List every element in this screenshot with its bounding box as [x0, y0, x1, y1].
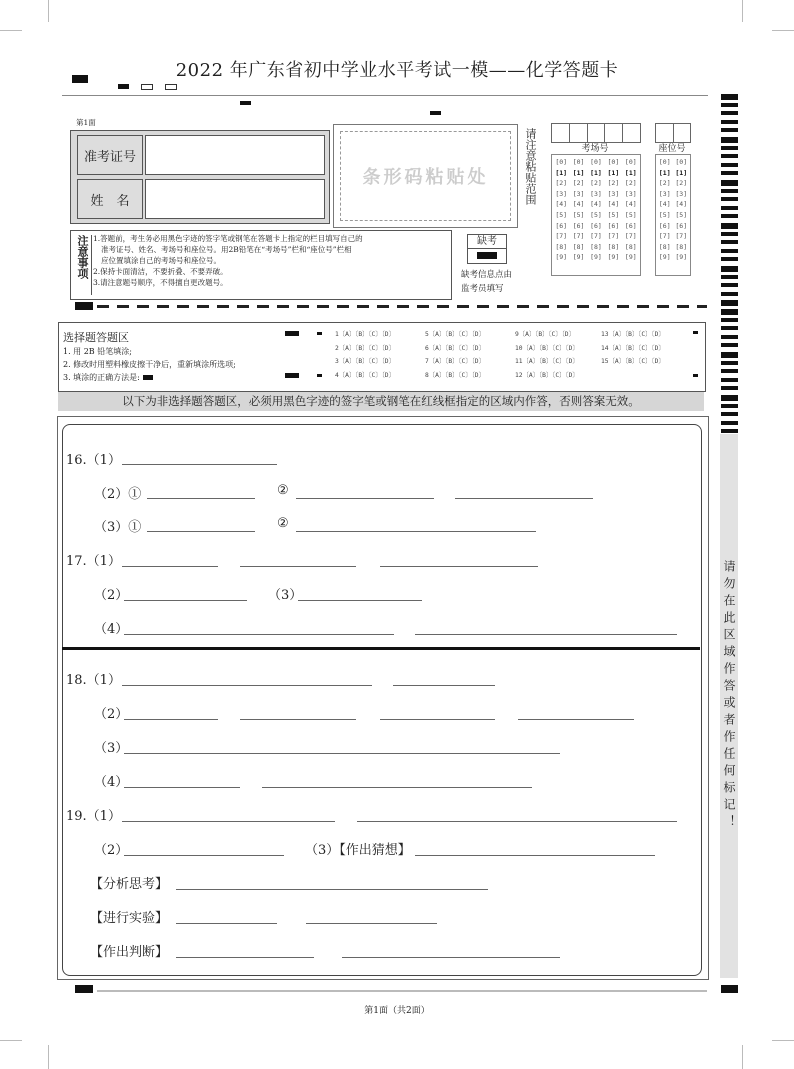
digit-bubble[interactable]: [1]	[555, 168, 568, 177]
room-number-label: 考场号	[581, 144, 609, 154]
positioning-mark	[75, 302, 93, 310]
choice-item[interactable]: 13〔A〕〔B〕〔C〕〔D〕	[601, 331, 665, 338]
answer-line[interactable]	[380, 566, 538, 567]
timing-mark	[721, 189, 738, 193]
positioning-mark	[75, 985, 93, 993]
choice-rule: 2. 修改时用塑料橡皮擦干净后，重新填涂所选项;	[63, 360, 236, 369]
q17-4-label: （4）	[94, 622, 129, 637]
answer-line[interactable]	[176, 923, 277, 924]
digit-bubble[interactable]: [7]	[555, 232, 568, 241]
seat-number-grid	[655, 123, 689, 271]
timing-mark	[721, 309, 738, 315]
digit-bubble[interactable]: [2]	[590, 179, 602, 188]
answer-line[interactable]	[415, 634, 677, 635]
timing-mark	[721, 352, 738, 358]
answer-area	[62, 424, 702, 976]
digit-bubble[interactable]: [6]	[624, 221, 637, 230]
side-warning-text: 请勿在此区域作答或者作任何标记！	[722, 560, 736, 832]
footer-rule	[97, 990, 707, 992]
digit-bubble[interactable]: [4]	[555, 200, 568, 209]
digit-bubble[interactable]: [7]	[675, 232, 688, 241]
positioning-mark	[430, 111, 441, 115]
digit-bubble[interactable]: [9]	[624, 253, 637, 262]
seat-number-write-boxes[interactable]	[655, 123, 691, 143]
digit-bubble[interactable]: [2]	[572, 179, 585, 188]
digit-bubble[interactable]: [4]	[658, 200, 671, 209]
positioning-mark	[317, 374, 322, 377]
digit-bubble[interactable]: [6]	[658, 221, 671, 230]
answer-line[interactable]	[124, 600, 247, 601]
timing-mark	[721, 429, 738, 433]
timing-mark	[721, 171, 738, 175]
positioning-mark	[141, 84, 153, 90]
q16-2b-label: ②	[277, 483, 289, 498]
digit-bubble[interactable]: [3]	[555, 189, 568, 198]
digit-bubble[interactable]: [7]	[658, 232, 671, 241]
crop-mark	[742, 1045, 743, 1069]
digit-column[interactable]	[588, 157, 604, 263]
digit-bubble[interactable]: [1]	[675, 168, 688, 177]
barcode-side-note: 请注意粘贴范围	[524, 128, 537, 205]
answer-line[interactable]	[124, 855, 284, 856]
positioning-mark	[165, 84, 177, 90]
digit-bubble[interactable]: [9]	[675, 253, 688, 262]
q19-2-label: （2）	[94, 843, 129, 858]
crop-mark	[742, 0, 743, 22]
answer-line[interactable]	[124, 753, 560, 754]
answer-line[interactable]	[296, 498, 434, 499]
timing-mark	[721, 386, 738, 390]
timing-mark	[721, 120, 738, 124]
timing-mark	[721, 249, 738, 253]
positioning-mark	[693, 331, 698, 334]
q16-label: 16.（1）	[66, 453, 121, 468]
page-footer: 第1面（共2面）	[364, 1006, 430, 1016]
timing-mark	[721, 283, 738, 287]
digit-column[interactable]	[570, 157, 586, 263]
answer-line[interactable]	[124, 719, 218, 720]
timing-mark	[721, 378, 738, 382]
digit-bubble[interactable]: [4]	[624, 200, 637, 209]
digit-bubble[interactable]: [1]	[607, 168, 620, 177]
timing-mark	[721, 318, 738, 322]
digit-bubble[interactable]: [3]	[607, 189, 620, 198]
name-label: 姓 名	[77, 179, 143, 219]
timing-mark	[721, 292, 738, 296]
answer-divider	[62, 647, 700, 650]
digit-bubble[interactable]: [0]	[572, 158, 585, 166]
barcode-placeholder: 条形码粘贴处	[362, 167, 489, 188]
q19-label: 19.（1）	[66, 809, 121, 824]
q17-2-label: （2）	[94, 588, 129, 603]
digit-bubble[interactable]: [2]	[607, 179, 620, 188]
positioning-mark	[317, 332, 322, 335]
choice-rule-text: 3. 填涂的正确方法是:	[63, 373, 140, 382]
timing-mark	[721, 206, 738, 210]
digit-bubble[interactable]: [0]	[607, 158, 620, 166]
timing-mark	[721, 197, 738, 201]
digit-bubble[interactable]: [6]	[572, 221, 585, 230]
absence-note-line: 监考员填写	[461, 284, 504, 294]
timing-mark	[721, 111, 738, 115]
digit-bubble[interactable]: [3]	[658, 189, 671, 198]
notice-heading: 注意事项	[73, 235, 92, 295]
timing-mark	[721, 137, 738, 143]
answer-line[interactable]	[122, 685, 372, 686]
digit-bubble[interactable]: [1]	[624, 168, 637, 177]
digit-bubble[interactable]: [0]	[555, 158, 568, 166]
positioning-mark	[240, 101, 251, 105]
crop-mark	[48, 1045, 49, 1069]
choice-item[interactable]: 4〔A〕〔B〕〔C〕〔D〕	[335, 371, 395, 379]
digit-bubble[interactable]: [8]	[607, 242, 620, 251]
digit-bubble[interactable]: [5]	[658, 210, 671, 219]
answer-line[interactable]	[240, 566, 356, 567]
timing-mark	[721, 343, 738, 347]
timing-mark	[721, 369, 738, 373]
choice-item[interactable]: 11〔A〕〔B〕〔C〕〔D〕	[515, 358, 579, 365]
answer-line[interactable]	[455, 498, 593, 499]
digit-bubble[interactable]: [7]	[624, 232, 637, 241]
digit-column[interactable]	[674, 157, 690, 263]
choice-item[interactable]: 6〔A〕〔B〕〔C〕〔D〕	[425, 344, 485, 352]
digit-bubble[interactable]: [1]	[658, 168, 671, 177]
digit-bubble[interactable]: [3]	[675, 189, 688, 198]
digit-bubble[interactable]: [0]	[658, 158, 671, 166]
digit-column[interactable]	[623, 157, 639, 263]
digit-bubble[interactable]: [1]	[590, 168, 602, 177]
timing-mark	[721, 146, 738, 150]
digit-bubble[interactable]: [5]	[555, 210, 568, 219]
header-rule	[62, 95, 708, 96]
choice-item[interactable]: 9〔A〕〔B〕〔C〕〔D〕	[515, 331, 575, 338]
digit-column[interactable]	[553, 157, 569, 263]
digit-bubble[interactable]: [5]	[624, 210, 637, 219]
answer-line[interactable]	[306, 923, 437, 924]
notice-line: 2.保持卡面清洁，不要折叠、不要弄破。	[93, 267, 228, 276]
answer-line[interactable]	[124, 787, 240, 788]
digit-bubble[interactable]: [9]	[658, 253, 671, 262]
digit-bubble[interactable]: [5]	[590, 210, 602, 219]
digit-bubble[interactable]: [8]	[624, 242, 637, 251]
room-number-bubbles[interactable]	[551, 154, 641, 276]
timing-mark	[721, 421, 738, 425]
q16-3b-label: ②	[277, 516, 289, 531]
judgment-label: 【作出判断】	[90, 945, 169, 960]
timing-mark	[721, 266, 738, 272]
notice-line: 应位置填涂自己的考场号和座位号。	[101, 256, 221, 265]
digit-bubble[interactable]: [1]	[572, 168, 585, 177]
answer-line[interactable]	[147, 498, 255, 499]
page-tag: 第1面	[76, 118, 96, 127]
absence-box	[467, 234, 507, 264]
digit-bubble[interactable]: [4]	[607, 200, 620, 209]
answer-line[interactable]	[298, 600, 422, 601]
digit-bubble[interactable]: [9]	[555, 253, 568, 262]
crop-mark	[0, 30, 22, 31]
digit-bubble[interactable]: [7]	[590, 232, 602, 241]
choice-item[interactable]: 2〔A〕〔B〕〔C〕〔D〕	[335, 344, 395, 352]
digit-bubble[interactable]: [8]	[555, 242, 568, 251]
answer-line[interactable]	[296, 531, 536, 532]
timing-mark	[721, 257, 738, 261]
timing-mark	[721, 232, 738, 236]
q18-3-label: （3）	[94, 741, 129, 756]
instruction-bar: 以下为非选择题答题区，必须用黑色字迹的签字笔或钢笔在红线框指定的区域内作答，否则答案无效。	[58, 392, 704, 411]
digit-bubble[interactable]: [3]	[572, 189, 585, 198]
answer-line[interactable]	[380, 719, 495, 720]
choice-bubble-grid[interactable]	[335, 329, 691, 385]
notice-line: 准考证号、姓名、考场号和座位号。用2B铅笔在“考场号”栏和“座位号”栏相	[101, 245, 352, 254]
barcode-frame	[333, 124, 518, 228]
answer-line[interactable]	[147, 531, 255, 532]
crop-mark	[772, 1040, 794, 1041]
digit-bubble[interactable]: [0]	[590, 158, 602, 166]
digit-bubble[interactable]: [3]	[590, 189, 602, 198]
timing-mark	[721, 395, 738, 401]
room-number-grid	[551, 123, 639, 271]
choice-item[interactable]: 8〔A〕〔B〕〔C〕〔D〕	[425, 371, 485, 379]
analysis-label: 【分析思考】	[90, 877, 169, 892]
digit-bubble[interactable]: [2]	[675, 179, 688, 188]
digit-column[interactable]	[605, 157, 621, 263]
digit-column[interactable]	[657, 157, 673, 263]
timing-mark	[721, 275, 738, 279]
digit-bubble[interactable]: [8]	[658, 242, 671, 251]
timing-mark	[721, 103, 738, 107]
positioning-mark	[693, 374, 698, 377]
q19-3-label: （3）【作出猜想】	[305, 843, 411, 858]
name-row	[77, 179, 325, 219]
choice-section	[58, 322, 706, 392]
choice-rule	[63, 371, 236, 384]
room-number-write-boxes[interactable]	[551, 123, 641, 143]
crop-mark	[0, 1040, 22, 1041]
q17-3-label: （3）	[268, 588, 303, 603]
digit-bubble[interactable]: [3]	[624, 189, 637, 198]
answer-line[interactable]	[262, 787, 532, 788]
positioning-mark	[118, 84, 129, 89]
timing-mark	[721, 404, 738, 408]
timing-mark	[721, 163, 738, 167]
digit-bubble[interactable]: [0]	[675, 158, 688, 166]
digit-bubble[interactable]: [2]	[555, 179, 568, 188]
choice-item[interactable]: 10〔A〕〔B〕〔C〕〔D〕	[515, 344, 579, 352]
answer-line[interactable]	[176, 957, 314, 958]
crop-mark	[772, 30, 794, 31]
digit-bubble[interactable]: [9]	[572, 253, 585, 262]
digit-bubble[interactable]: [8]	[572, 242, 585, 251]
choice-rule: 1. 用 2B 铅笔填涂;	[63, 347, 132, 356]
timing-mark	[721, 412, 738, 416]
timing-mark	[721, 223, 738, 229]
exam-number-row	[77, 135, 325, 175]
name-field[interactable]	[145, 179, 325, 219]
choice-item[interactable]: 1〔A〕〔B〕〔C〕〔D〕	[335, 331, 395, 338]
q18-2-label: （2）	[94, 707, 129, 722]
answer-line[interactable]	[240, 719, 356, 720]
choice-item[interactable]: 14〔A〕〔B〕〔C〕〔D〕	[601, 344, 665, 352]
q17-label: 17.（1）	[66, 554, 121, 569]
section-divider	[97, 305, 707, 308]
seat-number-bubbles[interactable]	[655, 154, 691, 276]
digit-bubble[interactable]: [4]	[572, 200, 585, 209]
digit-bubble[interactable]: [5]	[572, 210, 585, 219]
positioning-mark	[285, 373, 299, 378]
answer-line[interactable]	[393, 685, 495, 686]
absence-label: 缺考	[468, 235, 506, 249]
notice-line: 3.请注意题号顺序，不得擅自更改题号。	[93, 278, 228, 287]
timing-mark	[721, 214, 738, 218]
digit-bubble[interactable]: [6]	[607, 221, 620, 230]
seat-number-label: 座位号	[658, 144, 686, 154]
notice-text	[93, 233, 449, 288]
digit-bubble[interactable]: [7]	[607, 232, 620, 241]
timing-mark	[721, 154, 738, 158]
digit-bubble[interactable]: [8]	[590, 242, 602, 251]
digit-bubble[interactable]: [5]	[675, 210, 688, 219]
choice-item[interactable]: 12〔A〕〔B〕〔C〕〔D〕	[515, 371, 579, 379]
q16-2-label: （2）①	[94, 487, 142, 502]
exam-number-field[interactable]	[145, 135, 325, 175]
digit-bubble[interactable]: [2]	[658, 179, 671, 188]
digit-bubble[interactable]: [8]	[675, 242, 688, 251]
choice-item[interactable]: 15〔A〕〔B〕〔C〕〔D〕	[601, 358, 665, 365]
absence-note	[461, 268, 512, 296]
choice-item[interactable]: 5〔A〕〔B〕〔C〕〔D〕	[425, 331, 485, 338]
digit-bubble[interactable]: [9]	[590, 253, 602, 262]
q16-3-label: （3）①	[94, 520, 142, 535]
answer-line[interactable]	[122, 464, 277, 465]
timing-mark	[721, 326, 738, 330]
timing-mark	[721, 335, 738, 339]
digit-bubble[interactable]: [0]	[624, 158, 637, 166]
timing-mark	[721, 94, 738, 100]
q18-4-label: （4）	[94, 775, 129, 790]
digit-bubble[interactable]: [6]	[555, 221, 568, 230]
absence-bubble[interactable]	[477, 252, 497, 259]
absence-note-line: 缺考信息点由	[461, 270, 513, 280]
timing-mark	[721, 361, 738, 365]
q18-label: 18.（1）	[66, 673, 121, 688]
notice-panel	[70, 230, 452, 300]
digit-bubble[interactable]: [2]	[624, 179, 637, 188]
timing-mark	[721, 300, 738, 306]
answer-line[interactable]	[342, 957, 560, 958]
positioning-mark	[721, 985, 738, 993]
id-fields-panel	[70, 130, 330, 224]
answer-line[interactable]	[357, 821, 677, 822]
digit-bubble[interactable]: [7]	[572, 232, 585, 241]
choice-item[interactable]: 3〔A〕〔B〕〔C〕〔D〕	[335, 358, 395, 365]
answer-line[interactable]	[176, 889, 488, 890]
notice-line: 1.答题前，考生务必用黑色字迹的签字笔或钢笔在答题卡上指定的栏目填写自己的	[93, 234, 363, 243]
digit-bubble[interactable]: [5]	[607, 210, 620, 219]
crop-mark	[48, 0, 49, 22]
answer-line[interactable]	[124, 634, 394, 635]
digit-bubble[interactable]: [6]	[675, 221, 688, 230]
digit-bubble[interactable]: [4]	[675, 200, 688, 209]
positioning-mark	[285, 331, 299, 336]
timing-mark	[721, 128, 738, 132]
answer-line[interactable]	[518, 719, 634, 720]
exam-number-label: 准考证号	[77, 135, 143, 175]
choice-heading: 选择题答题区	[63, 331, 129, 344]
answer-line[interactable]	[415, 855, 655, 856]
choice-rules	[63, 345, 236, 384]
positioning-mark	[72, 75, 88, 83]
digit-bubble[interactable]: [6]	[590, 221, 602, 230]
correct-fill-example	[143, 375, 153, 380]
timing-mark	[721, 240, 738, 244]
timing-mark	[721, 180, 738, 186]
digit-bubble[interactable]: [9]	[607, 253, 620, 262]
digit-bubble[interactable]: [4]	[590, 200, 602, 209]
experiment-label: 【进行实验】	[90, 911, 169, 926]
page-title: 2022 年广东省初中学业水平考试一模——化学答题卡	[175, 60, 619, 81]
answer-line[interactable]	[122, 821, 335, 822]
choice-item[interactable]: 7〔A〕〔B〕〔C〕〔D〕	[425, 358, 485, 365]
answer-line[interactable]	[122, 566, 218, 567]
